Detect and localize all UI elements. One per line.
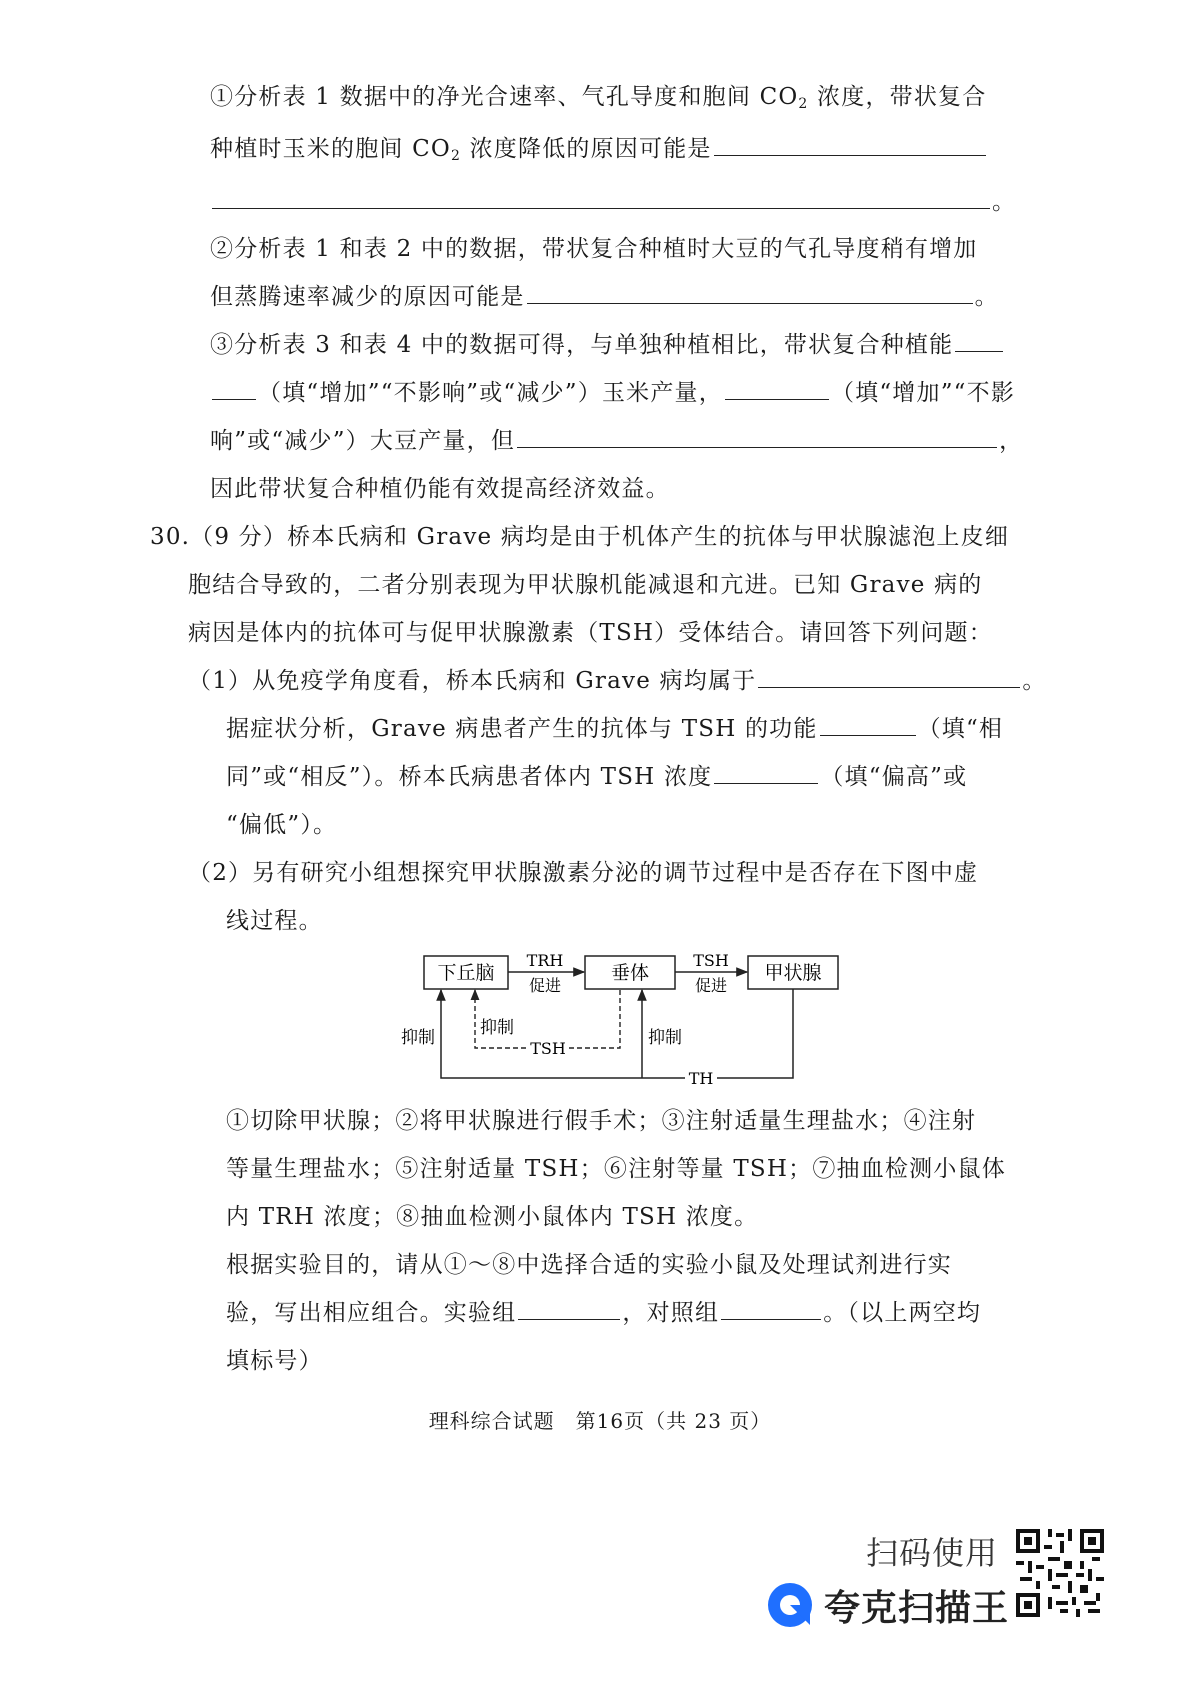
dashed-tsh-label: TSH: [530, 1039, 566, 1058]
scanner-brand: [766, 1580, 1009, 1630]
q30-s2-line2: 线过程。: [226, 908, 323, 934]
q30-answer-line1: 根据实验目的，请从①～⑧中选择合适的实验小鼠及处理试剂进行实: [226, 1252, 952, 1278]
pituitary-label: 垂体: [610, 962, 650, 984]
qr-code-icon[interactable]: [1012, 1525, 1108, 1621]
q30-s1-line2: 据症状分析，Grave 病患者产生的抗体与 TSH 的功能 （填“相: [226, 716, 1004, 742]
thyroid-regulation-diagram: [395, 953, 845, 1093]
trh-label: TRH: [526, 953, 564, 970]
tsh-label: TSH: [693, 953, 729, 970]
quark-logo-icon: [766, 1581, 814, 1629]
q29-p1-line2: 种植时玉米的胞间 $CO_2$ 浓度降低的原因可能是: [210, 132, 988, 173]
answer-blank[interactable]: [714, 151, 986, 156]
q30-s1-line4: “偏低”）。: [226, 812, 338, 838]
q30-s1-line3: 同”或“相反”）。桥本氏病患者体内 TSH 浓度 （填“偏高”或: [226, 764, 968, 790]
brand-name: 夸克扫描王: [824, 1587, 1010, 1629]
q29-p2-line2: 但蒸腾速率减少的原因可能是 。: [210, 284, 999, 310]
q30-options-line2: 等量生理盐水；⑤注射适量 TSH；⑥注射等量 TSH；⑦抽血检测小鼠体: [226, 1156, 1006, 1182]
page-footer: 理科综合试题 第16页（共 23 页）: [428, 1409, 772, 1433]
inhibit-left-label: 抑制: [401, 1028, 435, 1048]
q29-p1-line3: 。: [210, 185, 1016, 219]
scan-to-use-text: 扫码使用: [866, 1534, 999, 1572]
inhibit-right-label: 抑制: [648, 1028, 682, 1048]
q30-answer-line3: 填标号）: [226, 1348, 323, 1374]
answer-blank[interactable]: [714, 779, 818, 784]
q29-p1-line1: ①分析表 1 数据中的净光合速率、气孔导度和胞间 $CO_2$ 浓度，带状复合: [210, 84, 987, 112]
answer-blank[interactable]: [517, 443, 997, 448]
q30-answer-line2: 验，写出相应组合。实验组 ，对照组 。（以上两空均: [226, 1300, 982, 1326]
q30-options-line3: 内 TRH 浓度；⑧抽血检测小鼠体内 TSH 浓度。: [226, 1204, 759, 1230]
thyroid-label: 甲状腺: [764, 962, 822, 984]
q30-options-line1: ①切除甲状腺；②将甲状腺进行假手术；③注射适量生理盐水；④注射: [226, 1108, 977, 1134]
q30-s1-line1: （1）从免疫学角度看，桥本氏病和 Grave 病均属于 。: [188, 668, 1047, 694]
th-label: TH: [688, 1069, 714, 1088]
answer-blank[interactable]: [758, 683, 1020, 688]
q30-intro-line3: 病因是体内的抗体可与促甲状腺激素（TSH）受体结合。请回答下列问题：: [188, 620, 993, 646]
q29-p3-line2: （填“增加”“不影响”或“减少”）玉米产量， （填“增加”“不影: [210, 376, 1015, 410]
answer-blank[interactable]: [955, 347, 1003, 352]
q29-p2-line1: ②分析表 1 和表 2 中的数据，带状复合种植时大豆的气孔导度稍有增加: [210, 236, 978, 262]
experimental-group-blank[interactable]: [518, 1315, 620, 1320]
q29-p3-line3: 响”或“减少”）大豆产量，但 ，: [210, 428, 1024, 454]
answer-blank[interactable]: [820, 731, 916, 736]
inhibit-dashed-label: 抑制: [480, 1018, 514, 1038]
control-group-blank[interactable]: [721, 1315, 821, 1320]
q29-p3-line1: ③分析表 3 和表 4 中的数据可得，与单独种植相比，带状复合种植能: [210, 328, 1005, 362]
answer-blank[interactable]: [527, 299, 973, 304]
q30-intro-line2: 胞结合导致的，二者分别表现为甲状腺机能减退和亢进。已知 Grave 病的: [188, 572, 983, 598]
promote-label-1: 促进: [528, 976, 562, 995]
answer-blank[interactable]: [212, 395, 256, 400]
answer-blank[interactable]: [725, 395, 829, 400]
hypothalamus-label: 下丘脑: [437, 962, 495, 984]
q29-p3-line4: 因此带状复合种植仍能有效提高经济效益。: [210, 476, 670, 502]
promote-label-2: 促进: [694, 976, 728, 995]
answer-blank[interactable]: [212, 204, 990, 209]
q30-intro-line1: 30.（9 分）桥本氏病和 Grave 病均是由于机体产生的抗体与甲状腺滤泡上皮细: [150, 524, 1010, 550]
q30-s2-line1: （2）另有研究小组想探究甲状腺激素分泌的调节过程中是否存在下图中虚: [188, 860, 979, 886]
